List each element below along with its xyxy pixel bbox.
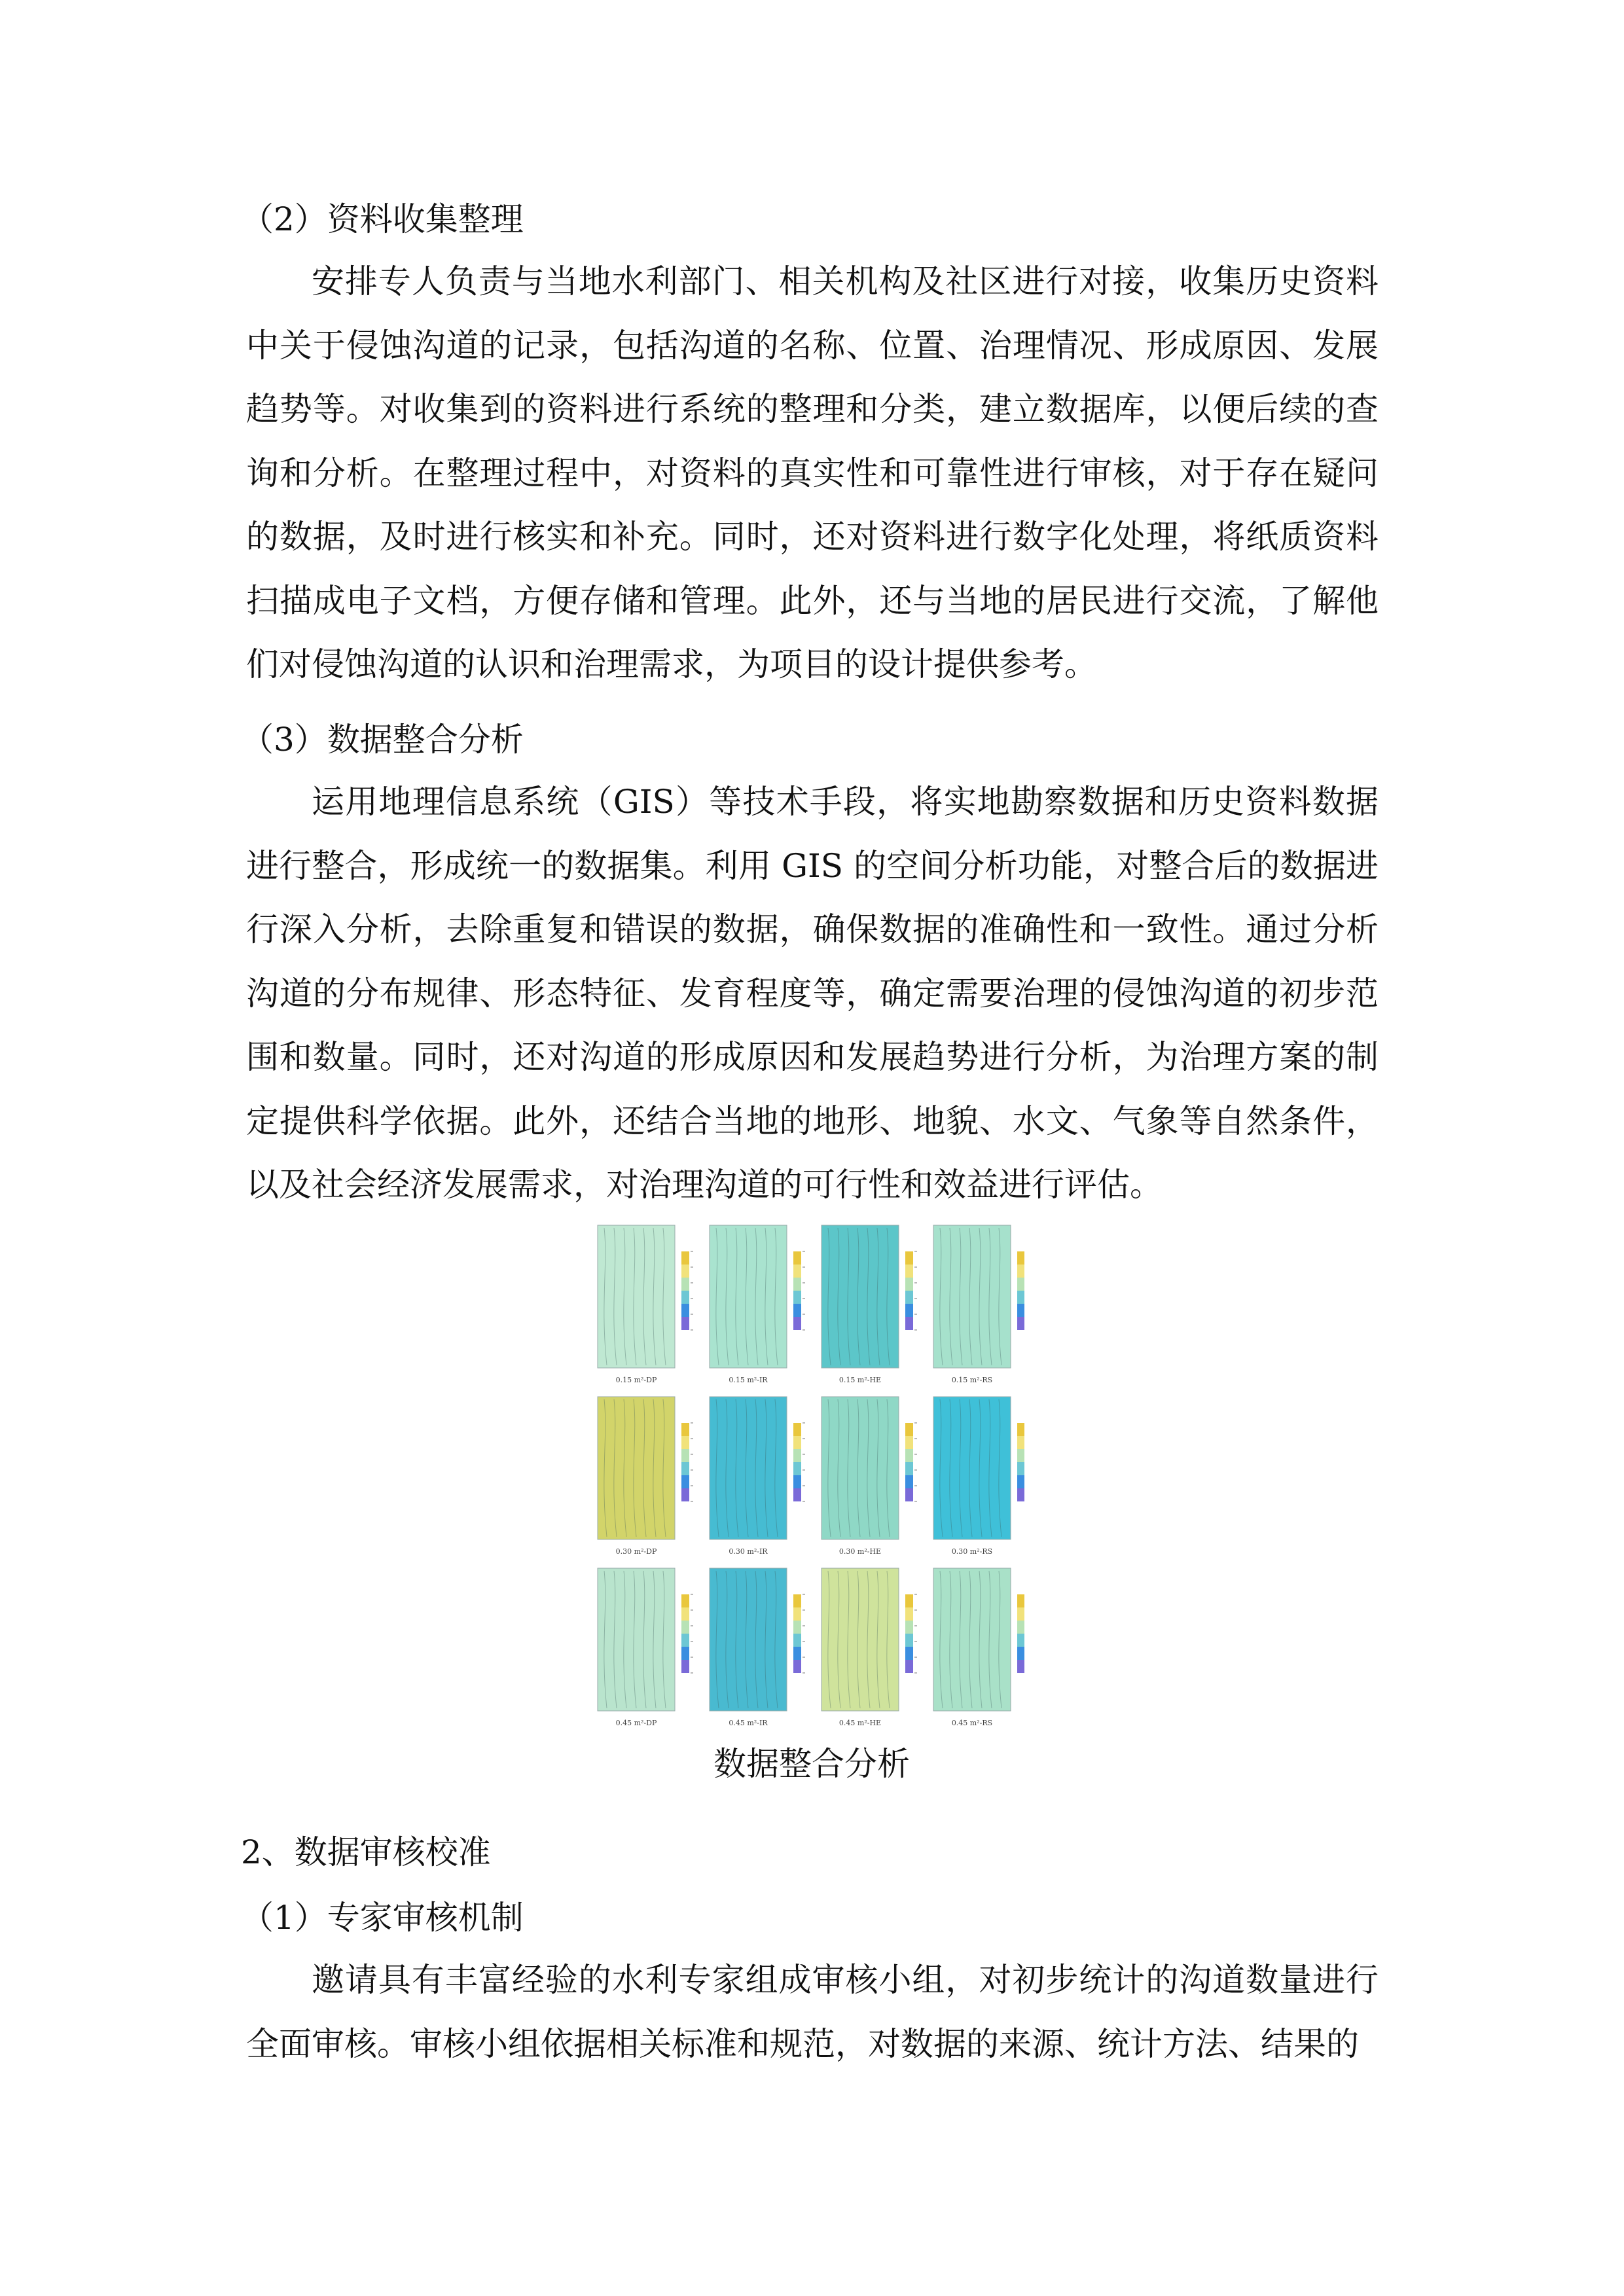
map-panel	[598, 1225, 693, 1384]
colorbar-segment	[681, 1488, 689, 1501]
colorbar-segment	[1017, 1488, 1024, 1501]
colorbar-segment	[793, 1634, 801, 1647]
map-panel-label: 0.45 m²-IR	[729, 1719, 768, 1727]
colorbar-segment	[905, 1475, 913, 1488]
colorbar-segment	[905, 1304, 913, 1317]
map-panel	[821, 1568, 917, 1727]
map-panel-label: 0.15 m²-HE	[839, 1376, 882, 1384]
colorbar-segment	[1017, 1278, 1024, 1291]
colorbar-segment	[905, 1251, 913, 1265]
section-heading-data-collection: （2）资料收集整理	[241, 200, 524, 238]
colorbar-segment	[681, 1423, 689, 1436]
map-panel	[933, 1568, 1024, 1727]
colorbar-segment	[681, 1647, 689, 1660]
colorbar-segment	[905, 1291, 913, 1304]
colorbar-segment	[681, 1317, 689, 1330]
map-panel	[710, 1225, 805, 1384]
section-heading-expert-review: （1）专家审核机制	[241, 1899, 524, 1937]
colorbar-segment	[1017, 1317, 1024, 1330]
colorbar-segment	[793, 1607, 801, 1621]
colorbar-segment	[905, 1607, 913, 1621]
colorbar-segment	[1017, 1621, 1024, 1634]
colorbar-segment	[905, 1265, 913, 1278]
map-panel	[933, 1225, 1024, 1384]
colorbar-segment	[905, 1462, 913, 1475]
colorbar-segment	[793, 1488, 801, 1501]
map-panel	[598, 1397, 693, 1556]
colorbar-segment	[793, 1621, 801, 1634]
paragraph-data-integration: 运用地理信息系统（GIS）等技术手段，将实地勘察数据和历史资料数据进行整合，形成统一的数据集。利用 GIS 的空间分析功能，对整合后的数据进行深入分析，去除重复和错误的数据，确保数据的准确性和一致性。通过分析沟道的分布规律、形态特征、发育程度等，确定需要治理的侵蚀沟道的初步范围和数量。同时，还对沟道的形成原因和发展趋势进行分析，为治理方案的制定提供科学依据。此外，还结合当地的地形、地貌、水文、气象等自然条件，以及社会经济发展需求，对治理沟道的可行性和效益进行评估。	[246, 783, 1379, 1204]
map-panel	[821, 1225, 917, 1384]
colorbar-segment	[905, 1317, 913, 1330]
map-panel	[933, 1397, 1024, 1556]
colorbar-segment	[793, 1278, 801, 1291]
colorbar-segment	[1017, 1462, 1024, 1475]
map-panel-label: 0.30 m²-DP	[615, 1547, 657, 1556]
map-panel-label: 0.30 m²-RS	[951, 1547, 993, 1556]
colorbar-segment	[793, 1291, 801, 1304]
paragraph-data-collection: 安排专人负责与当地水利部门、相关机构及社区进行对接，收集历史资料中关于侵蚀沟道的记录，包括沟道的名称、位置、治理情况、形成原因、发展趋势等。对收集到的资料进行系统的整理和分类，建立数据库，以便后续的查询和分析。在整理过程中，对资料的真实性和可靠性进行审核，对于存在疑问的数据，及时进行核实和补充。同时，还对资料进行数字化处理，将纸质资料扫描成电子文档，方便存储和管理。此外，还与当地的居民进行交流，了解他们对侵蚀沟道的认识和治理需求，为项目的设计提供参考。	[246, 262, 1379, 683]
colorbar-segment	[1017, 1291, 1024, 1304]
colorbar-segment	[793, 1436, 801, 1449]
map-panel-label: 0.15 m²-IR	[729, 1376, 768, 1384]
section-heading-data-integration: （3）数据整合分析	[241, 721, 524, 759]
map-panel-label: 0.15 m²-DP	[615, 1376, 657, 1384]
map-panel-label: 0.45 m²-DP	[615, 1719, 657, 1727]
map-panel-label: 0.45 m²-RS	[951, 1719, 993, 1727]
colorbar-segment	[793, 1265, 801, 1278]
colorbar-segment	[905, 1634, 913, 1647]
colorbar-segment	[681, 1304, 689, 1317]
colorbar-segment	[793, 1423, 801, 1436]
colorbar-segment	[681, 1660, 689, 1673]
colorbar-segment	[793, 1475, 801, 1488]
map-panel	[710, 1397, 805, 1556]
colorbar-segment	[905, 1621, 913, 1634]
colorbar-segment	[1017, 1660, 1024, 1673]
colorbar-segment	[905, 1423, 913, 1436]
paragraph-expert-review: 邀请具有丰富经验的水利专家组成审核小组，对初步统计的沟道数量进行全面审核。审核小组依据相关标准和规范，对数据的来源、统计方法、结果的	[246, 1961, 1379, 2063]
colorbar-segment	[905, 1436, 913, 1449]
figure-integration-maps	[592, 1224, 1024, 1738]
colorbar-segment	[793, 1304, 801, 1317]
colorbar-segment	[905, 1449, 913, 1462]
colorbar-segment	[681, 1251, 689, 1265]
colorbar-segment	[681, 1278, 689, 1291]
map-panel-label: 0.30 m²-HE	[839, 1547, 882, 1556]
map-panel	[598, 1568, 693, 1727]
map-panel	[821, 1397, 917, 1556]
colorbar-segment	[905, 1660, 913, 1673]
colorbar-segment	[681, 1621, 689, 1634]
figure-caption: 数据整合分析	[713, 1745, 910, 1783]
colorbar-segment	[793, 1594, 801, 1607]
colorbar-segment	[681, 1475, 689, 1488]
colorbar-segment	[681, 1291, 689, 1304]
map-panel	[710, 1568, 805, 1727]
colorbar-segment	[1017, 1423, 1024, 1436]
colorbar-segment	[793, 1462, 801, 1475]
colorbar-segment	[1017, 1647, 1024, 1660]
colorbar-segment	[681, 1594, 689, 1607]
colorbar-segment	[1017, 1251, 1024, 1265]
colorbar-segment	[681, 1462, 689, 1475]
colorbar-segment	[681, 1436, 689, 1449]
colorbar-segment	[681, 1449, 689, 1462]
colorbar-segment	[793, 1660, 801, 1673]
colorbar-segment	[1017, 1607, 1024, 1621]
colorbar-segment	[793, 1251, 801, 1265]
colorbar-segment	[793, 1317, 801, 1330]
colorbar-segment	[681, 1634, 689, 1647]
colorbar-segment	[905, 1594, 913, 1607]
map-panel-label: 0.30 m²-IR	[729, 1547, 768, 1556]
map-panel-label: 0.45 m²-HE	[839, 1719, 882, 1727]
colorbar-segment	[1017, 1634, 1024, 1647]
colorbar-segment	[1017, 1594, 1024, 1607]
section-heading-data-review: 2、数据审核校准	[241, 1833, 491, 1871]
colorbar-segment	[1017, 1436, 1024, 1449]
colorbar-segment	[905, 1647, 913, 1660]
figure-panel-grid	[592, 1224, 1024, 1738]
colorbar-segment	[793, 1647, 801, 1660]
colorbar-segment	[681, 1607, 689, 1621]
colorbar-segment	[1017, 1475, 1024, 1488]
colorbar-segment	[681, 1265, 689, 1278]
colorbar-segment	[1017, 1449, 1024, 1462]
colorbar-segment	[793, 1449, 801, 1462]
map-panel-label: 0.15 m²-RS	[951, 1376, 993, 1384]
colorbar-segment	[1017, 1304, 1024, 1317]
colorbar-segment	[905, 1488, 913, 1501]
colorbar-segment	[1017, 1265, 1024, 1278]
colorbar-segment	[905, 1278, 913, 1291]
